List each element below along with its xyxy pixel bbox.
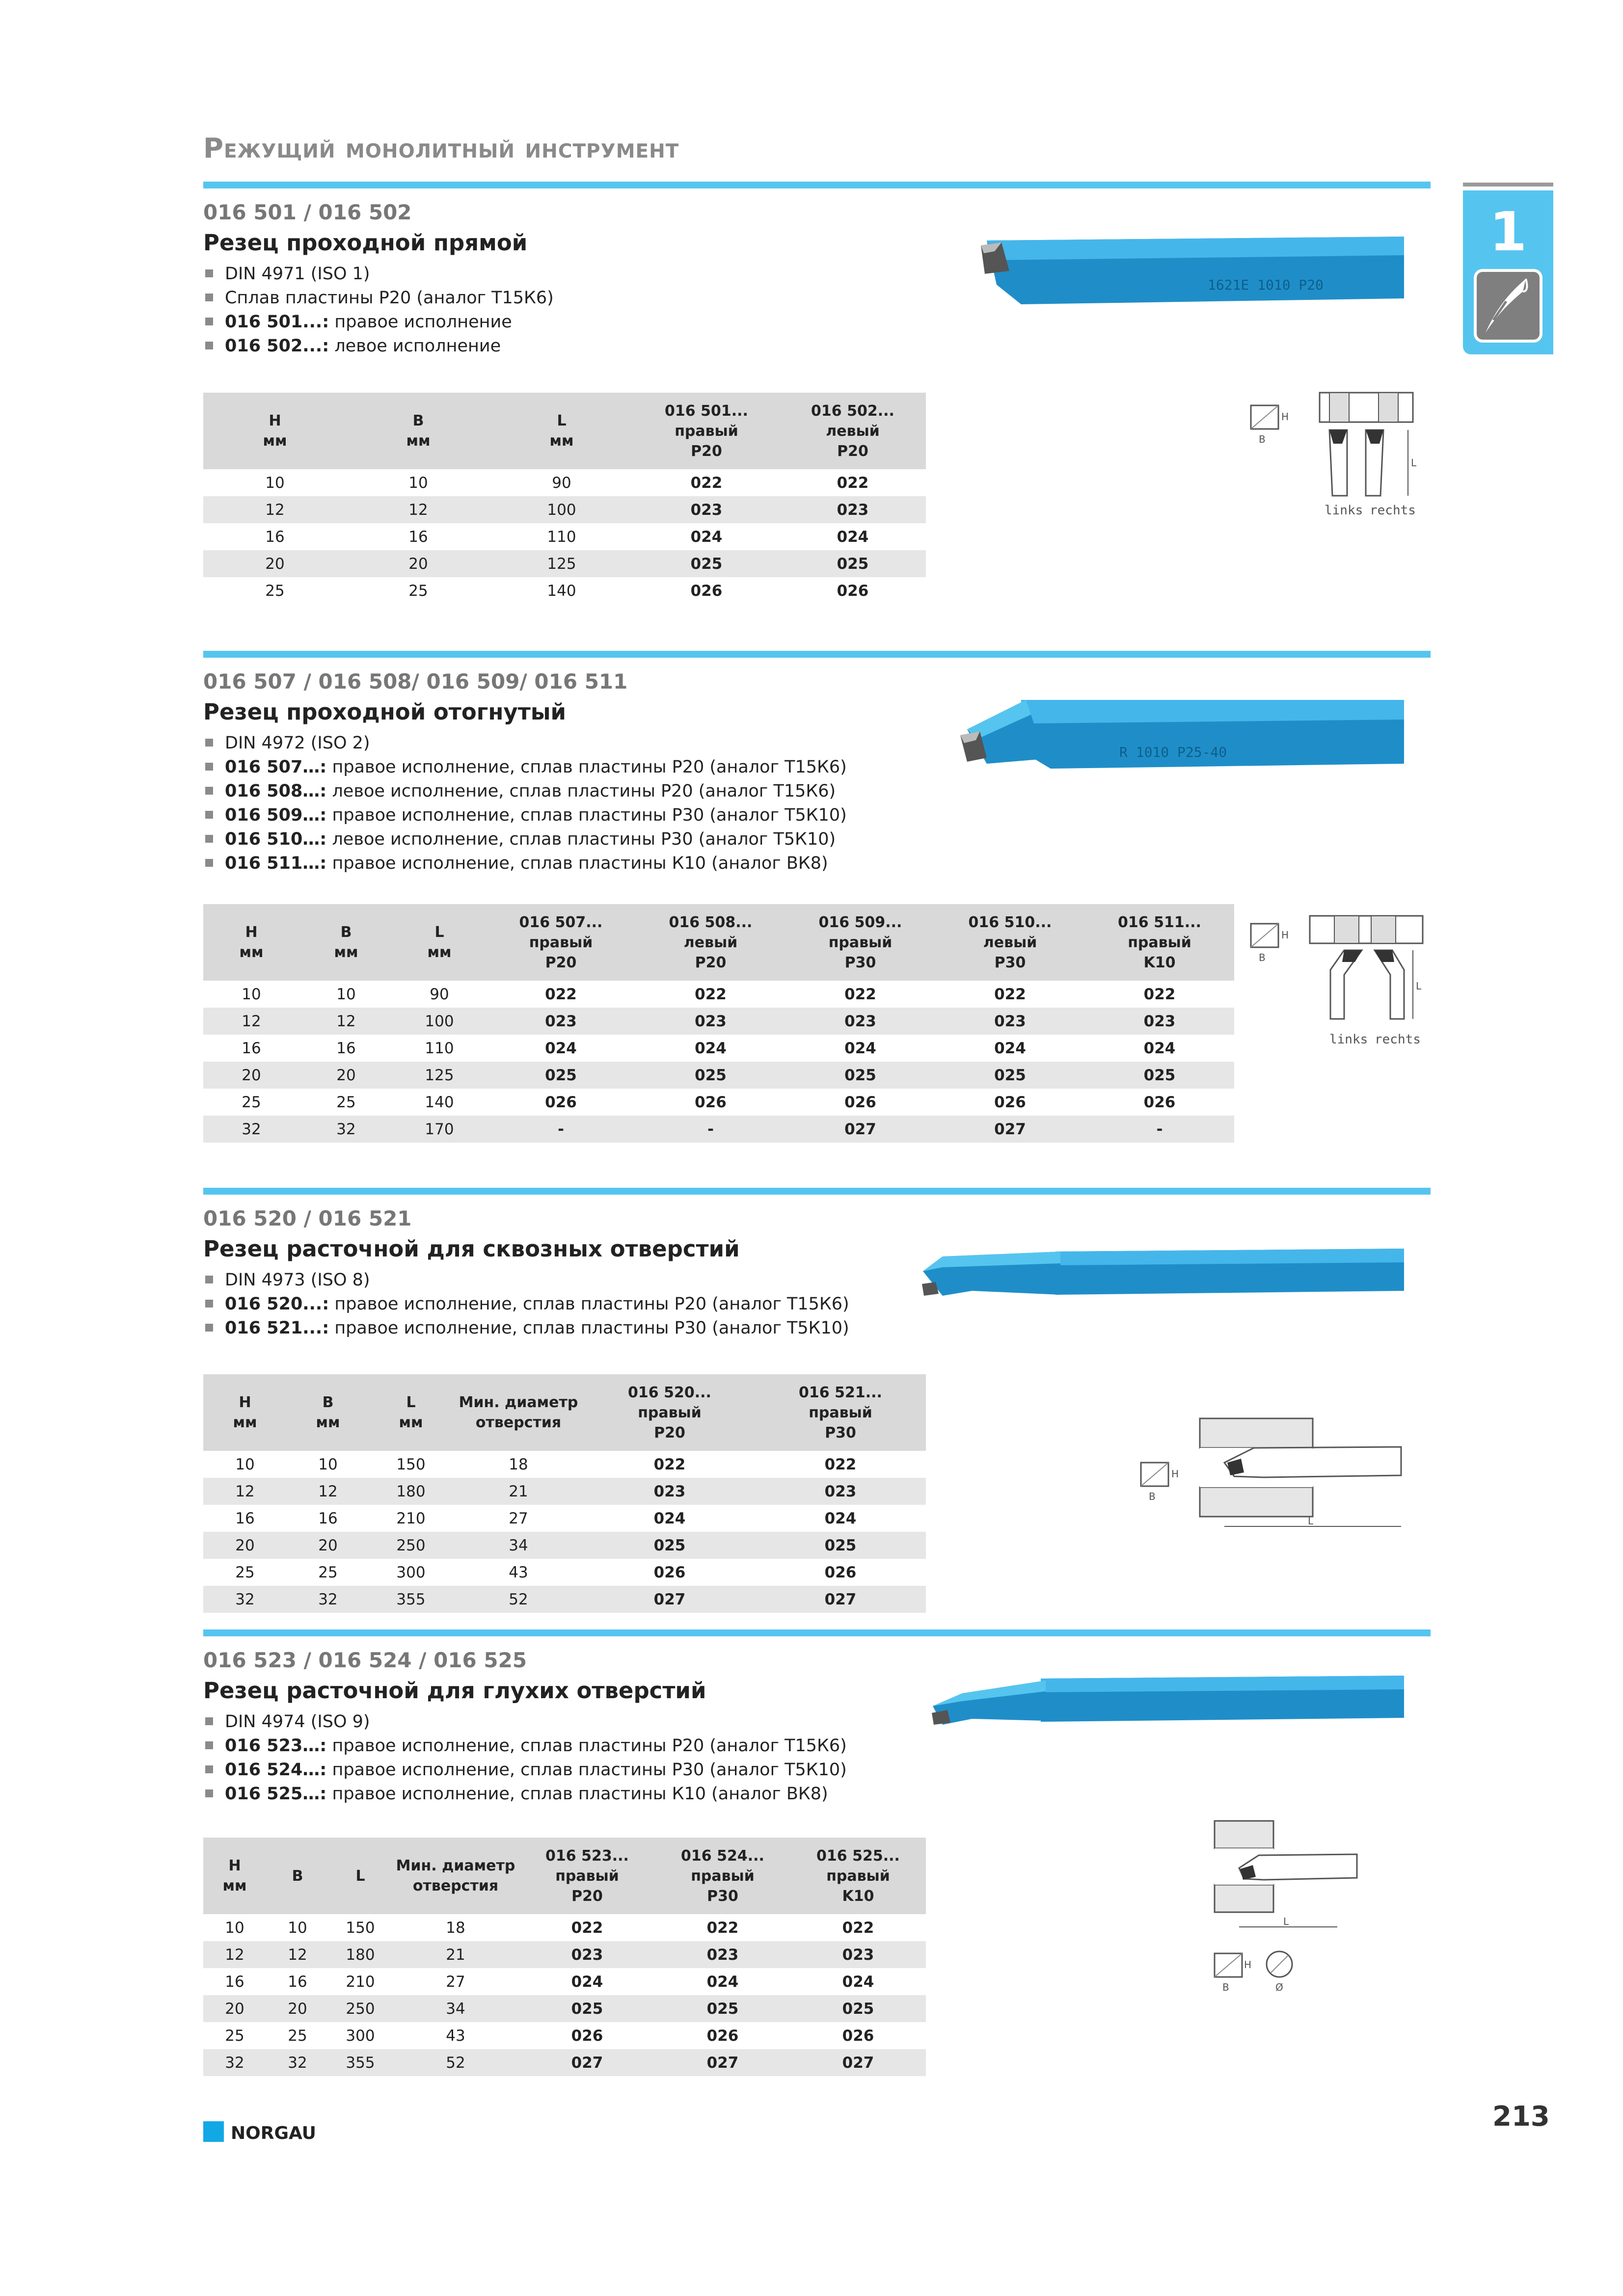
feature-item: 016 507…: правое исполнение, сплав пластины Р20 (аналог Т15К6) bbox=[203, 755, 847, 779]
feature-list bbox=[203, 1710, 847, 1806]
column-header: L мм bbox=[490, 393, 633, 469]
column-header: 016 523... правый P20 bbox=[519, 1838, 655, 1914]
bullet-icon bbox=[205, 1789, 213, 1797]
bullet-icon bbox=[205, 739, 213, 747]
brand-name: NORGAU bbox=[231, 2123, 316, 2143]
table-row: 25 25 300 43 026 026 bbox=[235, 1563, 857, 1581]
feature-item: Сплав пластины Р20 (аналог Т15К6) bbox=[203, 286, 554, 310]
drawing-label-h: H bbox=[1171, 1468, 1179, 1480]
column-header: L мм bbox=[369, 1374, 453, 1451]
feature-item: 016 509…: правое исполнение, сплав пластины Р30 (аналог Т5К10) bbox=[203, 803, 847, 828]
product-name: Резец расточной для глухих отверстий bbox=[203, 1678, 706, 1704]
column-header: 016 501... правый P20 bbox=[633, 393, 780, 469]
chapter-number: 1 bbox=[1489, 200, 1527, 263]
table-row: 32 32 355 52 027 027 bbox=[203, 1586, 926, 1613]
spec-table bbox=[203, 1374, 926, 1613]
brand-logo-square bbox=[203, 2121, 224, 2142]
section-divider bbox=[203, 651, 1431, 658]
product-name: Резец проходной прямой bbox=[203, 230, 528, 256]
drawing-label-b: B bbox=[1222, 1981, 1229, 1993]
spec-table bbox=[203, 904, 1234, 1143]
drawing-label-b: B bbox=[1149, 1491, 1156, 1502]
section-016-507 bbox=[203, 651, 1431, 1142]
feature-item: 016 508…: левое исполнение, сплав пластины Р20 (аналог Т15К6) bbox=[203, 779, 847, 803]
drawing-label-b: B bbox=[1259, 952, 1266, 963]
column-header: 016 502... левый P20 bbox=[780, 393, 926, 469]
drawing-label-links: links bbox=[1329, 1032, 1368, 1047]
drawing-label-l: L bbox=[1411, 457, 1417, 469]
feature-item: 016 511…: правое исполнение, сплав пластины К10 (аналог ВК8) bbox=[203, 852, 847, 876]
bullet-icon bbox=[205, 269, 213, 277]
feature-list bbox=[203, 731, 847, 876]
table-row: 20 20 125 025 025 025 025 025 bbox=[203, 1062, 1234, 1089]
column-header: H мм bbox=[203, 393, 347, 469]
table-row: 16 16 110 024 024 bbox=[265, 528, 869, 546]
column-header: B bbox=[266, 1838, 329, 1914]
table-row: 12 12 180 21 023 023 023 bbox=[203, 1941, 926, 1968]
table-row: 12 12 180 21 023 023 bbox=[203, 1478, 926, 1505]
column-header: B мм bbox=[347, 393, 490, 469]
drawing-label-b: B bbox=[1259, 433, 1266, 445]
feature-item: DIN 4972 (ISO 2) bbox=[203, 731, 847, 755]
table-row: 20 20 125 025 025 bbox=[203, 550, 926, 577]
bullet-icon bbox=[205, 835, 213, 843]
technical-drawing bbox=[1195, 1811, 1411, 2022]
section-016-520 bbox=[203, 1188, 1431, 1620]
table-row: 25 25 140 026 026 026 026 026 bbox=[242, 1093, 1176, 1111]
column-header: B мм bbox=[287, 1374, 369, 1451]
drawing-label-l: L bbox=[1283, 1916, 1289, 1927]
table-row: 20 20 250 34 025 025 bbox=[203, 1532, 926, 1559]
tool-photo bbox=[913, 1237, 1409, 1315]
drawing-label-h: H bbox=[1244, 1959, 1252, 1971]
bullet-icon bbox=[205, 763, 213, 771]
drill-icon bbox=[1474, 269, 1542, 343]
section-016-523 bbox=[203, 1629, 1431, 2081]
bullet-icon bbox=[205, 787, 213, 795]
column-header: L bbox=[329, 1838, 392, 1914]
table-row: 32 32 170 - - 027 027 - bbox=[203, 1116, 1234, 1143]
drawing-label-l: L bbox=[1416, 980, 1422, 992]
drawing-label-h: H bbox=[1281, 929, 1289, 941]
feature-list bbox=[203, 1268, 849, 1340]
bullet-icon bbox=[205, 1300, 213, 1308]
bullet-icon bbox=[205, 1276, 213, 1283]
bullet-icon bbox=[205, 318, 213, 325]
table-row: 10 10 150 18 022 022 022 bbox=[225, 1919, 874, 1937]
table-row: 16 16 110 024 024 024 024 024 bbox=[242, 1039, 1176, 1057]
column-header: B мм bbox=[299, 904, 393, 981]
feature-item: 016 524…: правое исполнение, сплав пластины Р30 (аналог Т5К10) bbox=[203, 1758, 847, 1782]
column-header: H мм bbox=[203, 904, 299, 981]
tool-marking: R 1010 P25-40 bbox=[1119, 744, 1227, 760]
feature-item: 016 521...: правое исполнение, сплав пластины Р30 (аналог Т5К10) bbox=[203, 1316, 849, 1340]
technical-drawing bbox=[1246, 383, 1423, 530]
section-divider bbox=[203, 182, 1431, 188]
column-header: 016 520... правый P20 bbox=[584, 1374, 755, 1451]
table-row: 16 16 210 27 024 024 bbox=[235, 1509, 857, 1527]
column-header: 016 508... левый P20 bbox=[636, 904, 785, 981]
table-row: 12 12 100 023 023 bbox=[203, 496, 926, 523]
column-header: 016 525... правый K10 bbox=[790, 1838, 926, 1914]
table-row: 10 10 150 18 022 022 bbox=[235, 1455, 857, 1473]
section-divider bbox=[203, 1188, 1431, 1195]
feature-item: 016 502...: левое исполнение bbox=[203, 334, 554, 358]
feature-item: 016 523…: правое исполнение, сплав пластины Р20 (аналог Т15К6) bbox=[203, 1734, 847, 1758]
feature-list bbox=[203, 262, 554, 358]
bullet-icon bbox=[205, 1324, 213, 1332]
product-codes: 016 501 / 016 502 bbox=[203, 200, 412, 224]
column-header: 016 511... правый K10 bbox=[1085, 904, 1234, 981]
table-row: 25 25 140 026 026 bbox=[265, 582, 869, 600]
drawing-label-rechts: rechts bbox=[1375, 1032, 1421, 1047]
table-row: 10 10 90 022 022 bbox=[265, 474, 869, 492]
bullet-icon bbox=[205, 294, 213, 301]
section-divider bbox=[203, 1629, 1431, 1636]
column-header: H мм bbox=[203, 1374, 287, 1451]
column-header: 016 507... правый P20 bbox=[486, 904, 636, 981]
column-header: H мм bbox=[203, 1838, 266, 1914]
page-title: Режущий монолитный инструмент bbox=[203, 133, 679, 164]
table-row: 25 25 300 43 026 026 026 bbox=[225, 2027, 874, 2045]
table-row: 10 10 90 022 022 022 022 022 bbox=[242, 985, 1176, 1003]
feature-item: 016 520...: правое исполнение, сплав пластины Р20 (аналог Т15К6) bbox=[203, 1292, 849, 1316]
tool-photo bbox=[923, 1664, 1414, 1742]
bullet-icon bbox=[205, 1717, 213, 1725]
bullet-icon bbox=[205, 1741, 213, 1749]
column-header: L мм bbox=[393, 904, 486, 981]
product-codes: 016 523 / 016 524 / 016 525 bbox=[203, 1648, 527, 1672]
bullet-icon bbox=[205, 1765, 213, 1773]
feature-item: 016 501...: правое исполнение bbox=[203, 310, 554, 334]
feature-item: DIN 4971 (ISO 1) bbox=[203, 262, 554, 286]
feature-item: 016 510…: левое исполнение, сплав пластины Р30 (аналог Т5К10) bbox=[203, 828, 847, 852]
product-codes: 016 520 / 016 521 bbox=[203, 1206, 412, 1230]
product-name: Резец расточной для сквозных отверстий bbox=[203, 1236, 740, 1262]
drawing-label-l: L bbox=[1308, 1515, 1314, 1527]
bullet-icon bbox=[205, 811, 213, 819]
feature-item: 016 525…: правое исполнение, сплав пластины К10 (аналог ВК8) bbox=[203, 1782, 847, 1806]
column-header: 016 524... правый P30 bbox=[655, 1838, 790, 1914]
table-row: 20 20 250 34 025 025 025 bbox=[203, 1995, 926, 2022]
spec-table bbox=[203, 393, 926, 604]
page-number: 213 bbox=[1492, 2101, 1550, 2133]
drawing-label-diameter: Ø bbox=[1275, 1981, 1283, 1993]
column-header: 016 509... правый P30 bbox=[785, 904, 935, 981]
column-header: 016 510... левый P30 bbox=[935, 904, 1085, 981]
section-016-501 bbox=[203, 182, 1431, 614]
feature-item: DIN 4973 (ISO 8) bbox=[203, 1268, 849, 1292]
column-header: Мин. диаметр отверстия bbox=[392, 1838, 519, 1914]
product-name: Резец проходной отогнутый bbox=[203, 699, 567, 725]
spec-table bbox=[203, 1838, 926, 2076]
tool-photo bbox=[913, 680, 1409, 783]
tool-photo bbox=[923, 226, 1414, 319]
column-header: 016 521... правый P30 bbox=[755, 1374, 926, 1451]
feature-item: DIN 4974 (ISO 9) bbox=[203, 1710, 847, 1734]
drawing-label-rechts: rechts bbox=[1370, 503, 1416, 518]
table-row: 16 16 210 27 024 024 024 bbox=[225, 1973, 874, 1991]
technical-drawing bbox=[1136, 1389, 1411, 1536]
bullet-icon bbox=[205, 342, 213, 349]
chapter-rule bbox=[1463, 183, 1553, 187]
bullet-icon bbox=[205, 859, 213, 867]
product-codes: 016 507 / 016 508/ 016 509/ 016 511 bbox=[203, 669, 628, 694]
table-row: 32 32 355 52 027 027 027 bbox=[203, 2049, 926, 2076]
tool-marking: 1621E 1010 P20 bbox=[1208, 277, 1324, 293]
column-header: Мин. диаметр отверстия bbox=[453, 1374, 584, 1451]
drawing-label-links: links bbox=[1325, 503, 1363, 518]
chapter-tab[interactable] bbox=[1463, 190, 1553, 354]
table-row: 12 12 100 023 023 023 023 023 bbox=[203, 1008, 1234, 1035]
technical-drawing bbox=[1246, 896, 1428, 1053]
drawing-label-h: H bbox=[1281, 411, 1289, 423]
